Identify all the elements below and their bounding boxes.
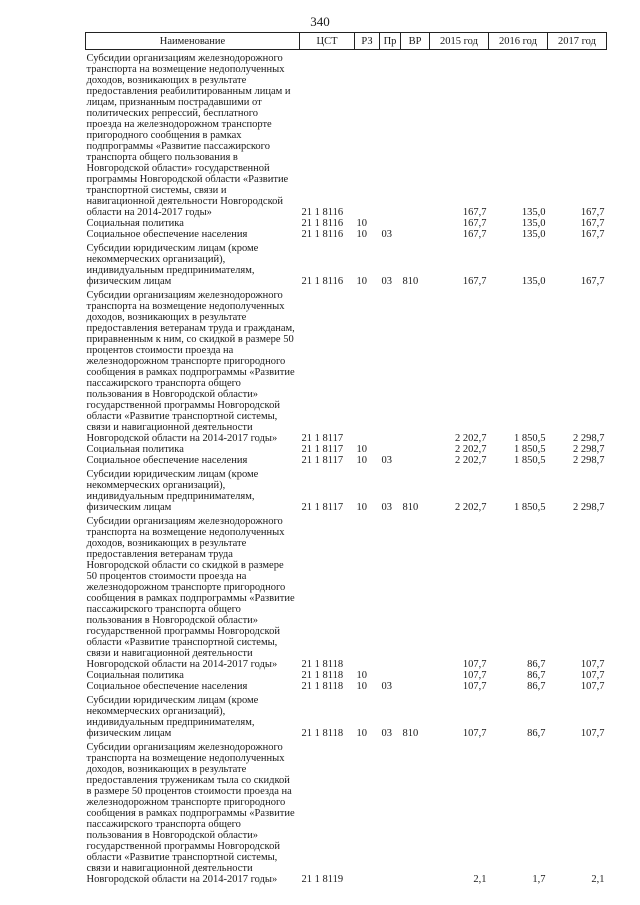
cell-cst: 21 1 8118 bbox=[301, 659, 344, 670]
cell-cst: 21 1 8118 bbox=[301, 681, 344, 692]
cell-cst: 21 1 8117 bbox=[301, 502, 344, 513]
cell-2015: 107,7 bbox=[462, 681, 487, 692]
cell-name: Субсидии организациям железнодорожного транспорта на возмещение недополученных доходов, возникающих в результате предоставления ветеранам труда и гражданам, приравненным к ним, со скидкой в размере 50 процентов стоимости проезда на железнодорожном транспорте пригородного сообщения в рамках подпрограммы «Развитие пассажирского транспорта общего пользования в Новгородской области» государственной программы Новгородской области «Развитие транспортной системы, связи и навигационной деятельности Новгородской области на 2014-2017 годы» bbox=[86, 290, 295, 444]
cell-cst: 21 1 8117 bbox=[301, 455, 344, 466]
cell-2017: 107,7 bbox=[580, 728, 605, 739]
cell-vr: 810 bbox=[402, 502, 419, 513]
cell-2016: 1 850,5 bbox=[514, 455, 546, 466]
cell-2016: 86,7 bbox=[527, 728, 546, 739]
cell-pr bbox=[380, 287, 401, 444]
cell-rz: 10 bbox=[356, 728, 367, 739]
cell-2015: 2 202,7 bbox=[455, 433, 487, 444]
cell-2016: 135,0 bbox=[521, 218, 546, 229]
cell-name: Субсидии организациям железнодорожного транспорта на возмещение недополученных доходов, возникающих в результате предоставления труженикам тыла со скидкой в размере 50 процентов стоимости проезда на железнодорожном транспорте пригородного сообщения в рамках подпрограммы «Развитие пассажирского транспорта общего пользования в Новгородской области» государственной программы Новгородской области «Развитие транспортной системы, связи и навигационной деятельности Новгородской области на 2014-2017 годы» bbox=[86, 742, 295, 885]
cell-2017: 2 298,7 bbox=[573, 455, 605, 466]
table-body bbox=[86, 50, 607, 886]
cell-name: Субсидии юридическим лицам (кроме некоммерческих организаций), индивидуальным предпринимателям, физическим лицам bbox=[86, 695, 259, 739]
cell-name: Субсидии юридическим лицам (кроме некоммерческих организаций), индивидуальным предпринимателям, физическим лицам bbox=[86, 469, 259, 513]
cell-2016: 1 850,5 bbox=[514, 444, 546, 455]
cell-pr: 03 bbox=[381, 276, 392, 287]
cell-2015: 167,7 bbox=[462, 229, 487, 240]
cell-2016: 1 850,5 bbox=[514, 433, 546, 444]
column-header-name: Наименование bbox=[86, 33, 300, 50]
cell-2015: 167,7 bbox=[462, 276, 487, 287]
cell-pr: 03 bbox=[381, 502, 392, 513]
cell-pr bbox=[380, 50, 401, 219]
cell-2017: 2 298,7 bbox=[573, 433, 605, 444]
table-row bbox=[86, 444, 607, 455]
cell-vr bbox=[401, 513, 430, 670]
cell-pr bbox=[380, 444, 401, 455]
column-header-2016: 2016 год bbox=[489, 33, 548, 50]
cell-2017: 167,7 bbox=[580, 207, 605, 218]
cell-2016: 86,7 bbox=[527, 659, 546, 670]
cell-rz bbox=[355, 739, 380, 885]
table-row bbox=[86, 466, 607, 513]
table-row bbox=[86, 455, 607, 466]
cell-rz: 10 bbox=[356, 218, 367, 229]
cell-pr bbox=[380, 218, 401, 229]
cell-rz: 10 bbox=[356, 276, 367, 287]
cell-2016: 86,7 bbox=[527, 670, 546, 681]
cell-rz: 10 bbox=[356, 670, 367, 681]
cell-2015: 107,7 bbox=[462, 728, 487, 739]
column-header-vr: ВР bbox=[401, 33, 430, 50]
cell-2017: 107,7 bbox=[580, 681, 605, 692]
cell-name: Субсидии организациям железнодорожного транспорта на возмещение недополученных доходов, возникающих в результате предоставления реабилитированным лицам и лицам, признанным пострадавшими от политических репрессий, бесплатного проезда на железнодорожном транспорте пригородного сообщения в рамках подпрограммы «Развитие пассажирского транспорта общего пользования в Новгородской области» государственной программы Новгородской области «Развитие транспортной системы, связи и навигационной деятельности Новгородской области на 2014-2017 годы» bbox=[86, 53, 291, 218]
cell-vr bbox=[401, 681, 430, 692]
cell-rz bbox=[355, 50, 380, 219]
cell-2015: 107,7 bbox=[462, 659, 487, 670]
cell-name: Социальная политика bbox=[86, 444, 184, 455]
table-row bbox=[86, 670, 607, 681]
column-header-cst: ЦСТ bbox=[300, 33, 355, 50]
cell-2017: 167,7 bbox=[580, 229, 605, 240]
cell-name: Субсидии организациям железнодорожного транспорта на возмещение недополученных доходов, возникающих в результате предоставления ветеранам труда Новгородской области со скидкой в размере 50 процентов стоимости проезда на железнодорожном транспорте пригородного сообщения в рамках подпрограммы «Развитие пассажирского транспорта общего пользования в Новгородской области» государственной программы Новгородской области «Развитие транспортной системы, связи и навигационной деятельности Новгородской области на 2014-2017 годы» bbox=[86, 516, 295, 670]
table-row bbox=[86, 739, 607, 885]
cell-pr: 03 bbox=[381, 681, 392, 692]
cell-name: Социальная политика bbox=[86, 218, 184, 229]
cell-2015: 2 202,7 bbox=[455, 444, 487, 455]
cell-2016: 86,7 bbox=[527, 681, 546, 692]
cell-rz: 10 bbox=[356, 444, 367, 455]
cell-vr bbox=[401, 287, 430, 444]
cell-cst: 21 1 8119 bbox=[301, 874, 344, 885]
cell-name: Социальное обеспечение населения bbox=[86, 455, 248, 466]
page-number: 340 bbox=[310, 14, 330, 29]
cell-cst: 21 1 8117 bbox=[301, 433, 344, 444]
cell-2015: 167,7 bbox=[462, 207, 487, 218]
cell-vr bbox=[401, 670, 430, 681]
column-header-2017: 2017 год bbox=[548, 33, 607, 50]
column-header-rz: РЗ bbox=[355, 33, 380, 50]
cell-2016: 135,0 bbox=[521, 229, 546, 240]
cell-name: Субсидии юридическим лицам (кроме некоммерческих организаций), индивидуальным предпринимателям, физическим лицам bbox=[86, 243, 259, 287]
cell-vr: 810 bbox=[402, 728, 419, 739]
cell-cst: 21 1 8116 bbox=[301, 218, 344, 229]
column-header-2015: 2015 год bbox=[430, 33, 489, 50]
table-row bbox=[86, 50, 607, 219]
cell-2015: 2,1 bbox=[473, 874, 487, 885]
cell-rz: 10 bbox=[356, 229, 367, 240]
cell-vr bbox=[401, 455, 430, 466]
cell-rz: 10 bbox=[356, 681, 367, 692]
cell-pr bbox=[380, 739, 401, 885]
cell-2016: 135,0 bbox=[521, 276, 546, 287]
table-row bbox=[86, 218, 607, 229]
cell-pr bbox=[380, 670, 401, 681]
cell-2017: 107,7 bbox=[580, 670, 605, 681]
cell-2015: 167,7 bbox=[462, 218, 487, 229]
cell-name: Социальное обеспечение населения bbox=[86, 681, 248, 692]
table-row bbox=[86, 513, 607, 670]
cell-2017: 167,7 bbox=[580, 218, 605, 229]
cell-2017: 107,7 bbox=[580, 659, 605, 670]
cell-cst: 21 1 8116 bbox=[301, 229, 344, 240]
table-row bbox=[86, 692, 607, 739]
table-row bbox=[86, 287, 607, 444]
cell-vr bbox=[401, 50, 430, 219]
cell-cst: 21 1 8118 bbox=[301, 728, 344, 739]
column-header-pr: Пр bbox=[380, 33, 401, 50]
table-row bbox=[86, 229, 607, 240]
cell-name: Социальная политика bbox=[86, 670, 184, 681]
cell-vr bbox=[401, 739, 430, 885]
cell-2015: 2 202,7 bbox=[455, 502, 487, 513]
cell-pr bbox=[380, 513, 401, 670]
cell-2016: 1,7 bbox=[532, 874, 546, 885]
cell-cst: 21 1 8117 bbox=[301, 444, 344, 455]
cell-2017: 2 298,7 bbox=[573, 502, 605, 513]
cell-pr: 03 bbox=[381, 229, 392, 240]
table-header-row bbox=[86, 33, 607, 50]
cell-2017: 2,1 bbox=[591, 874, 605, 885]
cell-2017: 2 298,7 bbox=[573, 444, 605, 455]
cell-2017: 167,7 bbox=[580, 276, 605, 287]
cell-cst: 21 1 8118 bbox=[301, 670, 344, 681]
cell-vr bbox=[401, 229, 430, 240]
cell-rz bbox=[355, 513, 380, 670]
cell-cst: 21 1 8116 bbox=[301, 276, 344, 287]
cell-vr: 810 bbox=[402, 276, 419, 287]
cell-name: Социальное обеспечение населения bbox=[86, 229, 248, 240]
cell-pr: 03 bbox=[381, 728, 392, 739]
table-row bbox=[86, 240, 607, 287]
cell-rz: 10 bbox=[356, 455, 367, 466]
cell-cst: 21 1 8116 bbox=[301, 207, 344, 218]
cell-2016: 1 850,5 bbox=[514, 502, 546, 513]
budget-table bbox=[85, 32, 607, 885]
cell-2015: 107,7 bbox=[462, 670, 487, 681]
cell-rz: 10 bbox=[356, 502, 367, 513]
cell-2016: 135,0 bbox=[521, 207, 546, 218]
table-row bbox=[86, 681, 607, 692]
cell-rz bbox=[355, 287, 380, 444]
cell-vr bbox=[401, 444, 430, 455]
cell-pr: 03 bbox=[381, 455, 392, 466]
cell-vr bbox=[401, 218, 430, 229]
cell-2015: 2 202,7 bbox=[455, 455, 487, 466]
